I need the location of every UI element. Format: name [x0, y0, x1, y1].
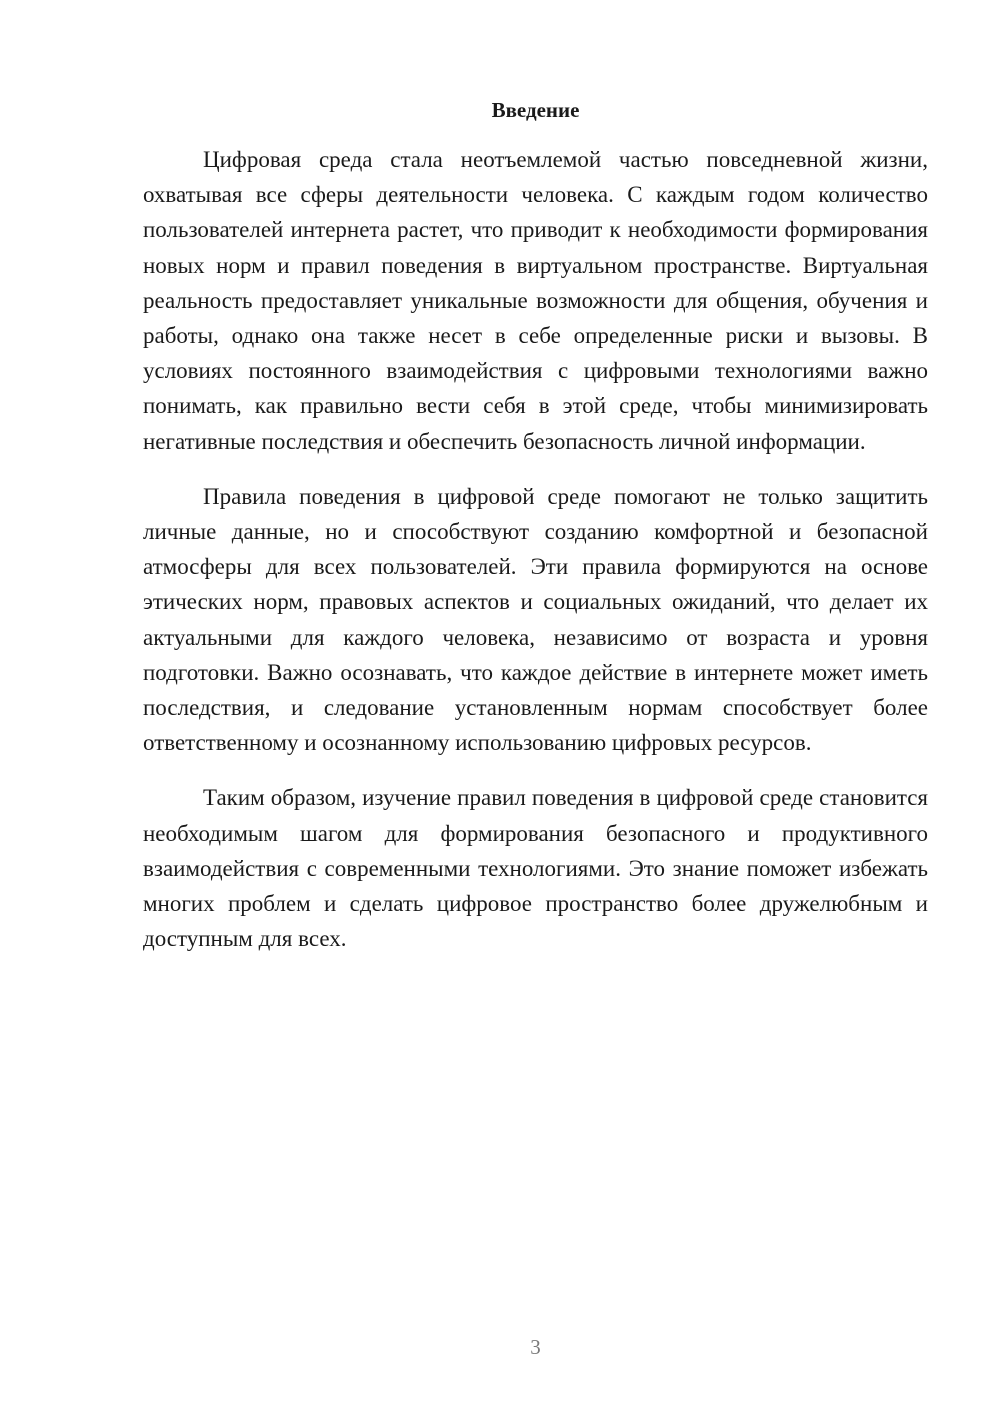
body-text: [143, 142, 928, 976]
page-number: 3: [530, 1335, 541, 1359]
paragraph-2: Правила поведения в цифровой среде помогают не только защитить личные данные, но и способствуют созданию комфортной и безопасной атмосферы для всех пользователей. Эти правила формируются на основе этических норм, правовых аспектов и социальных ожиданий, что делает их актуальными для каждого человека, независимо от возраста и уровня подготовки. Важно осознавать, что каждое действие в интернете может иметь последствия, и следование установленным нормам способствует более ответственному и осознанному использованию цифровых ресурсов.: [143, 483, 928, 756]
paragraph-1: Цифровая среда стала неотъемлемой частью повседневной жизни, охватывая все сферы деятельности человека. С каждым годом количество пользователей интернета растет, что приводит к необходимости формирования новых норм и правил поведения в виртуальном пространстве. Виртуальная реальность предоставляет уникальные возможности для общения, обучения и работы, однако она также несет в себе определенные риски и вызовы. В условиях постоянного взаимодействия с цифровыми технологиями важно понимать, как правильно вести себя в этой среде, чтобы минимизировать негативные последствия и обеспечить безопасность личной информации.: [143, 147, 928, 454]
paragraph-3: Таким образом, изучение правил поведения в цифровой среде становится необходимым шагом для формирования безопасного и продуктивного взаимодействия с современными технологиями. Это знание поможет избежать многих проблем и сделать цифровое пространство более дружелюбным и доступным для всех.: [143, 785, 928, 952]
section-title: Введение: [491, 98, 580, 122]
